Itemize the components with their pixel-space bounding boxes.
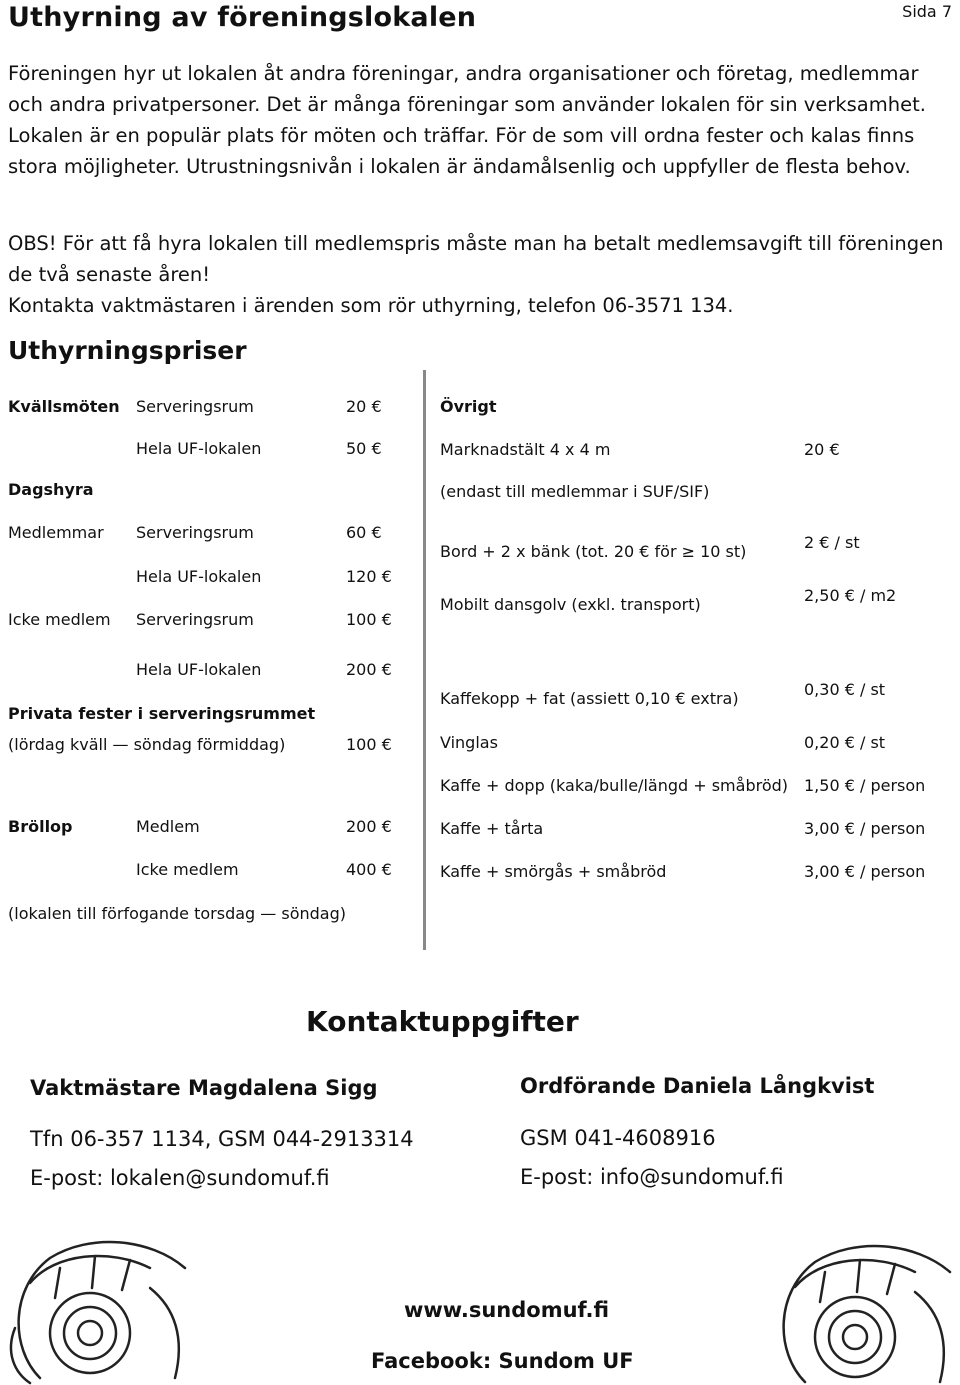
price-value: 1,50 € / person [804, 776, 926, 795]
telephone-illustration-left [0, 1228, 200, 1385]
obs-paragraph: OBS! För att få hyra lokalen till medlemspris måste man ha betalt medlemsavgift till föreningen de två senaste åren! [8, 232, 944, 286]
intro-paragraph: Föreningen hyr ut lokalen åt andra föreningar, andra organisationer och företag, medlemmar och andra privatpersoner. Det är många föreningar som använder lokalen för sin verksamhet. Lokalen är en populär plats för möten och träffar. För de som vill ordna fester och kalas finns stora möjligheter. Utrustningsnivån i lokalen är ändamålsenlig och uppfyller de flesta behov. [8, 62, 926, 178]
item-name: Kaffekopp + fat (assiett 0,10 € extra) [440, 689, 739, 708]
price-value: 3,00 € / person [804, 819, 926, 838]
prices-heading: Uthyrningspriser [8, 336, 247, 365]
column-divider [423, 370, 426, 950]
item-name: Mobilt dansgolv (exkl. transport) [440, 595, 701, 614]
contact-email[interactable]: E-post: info@sundomuf.fi [520, 1165, 784, 1189]
room-name: Hela UF-lokalen [136, 567, 262, 586]
brollop-label: Bröllop [8, 817, 73, 836]
item-name: Bord + 2 x bänk (tot. 20 € för ≥ 10 st) [440, 542, 747, 561]
room-name: Serveringsrum [136, 397, 254, 416]
contact-phone: GSM 041-4608916 [520, 1126, 716, 1150]
room-name: Serveringsrum [136, 523, 254, 542]
contact-name: Vaktmästare Magdalena Sigg [30, 1076, 378, 1100]
page-title: Uthyrning av föreningslokalen [8, 2, 477, 33]
price-value: 20 € [804, 440, 840, 459]
room-name: Medlem [136, 817, 200, 836]
price-value: 0,30 € / st [804, 680, 886, 699]
item-name: Kaffe + smörgås + småbröd [440, 862, 667, 881]
price-value: 400 € [346, 860, 392, 879]
price-value: 100 € [346, 735, 392, 754]
price-value: 120 € [346, 567, 392, 586]
ovrigt-label: Övrigt [440, 397, 497, 416]
item-name: Kaffe + dopp (kaka/bulle/längd + småbröd) [440, 776, 789, 795]
item-name: Kaffe + tårta [440, 819, 544, 838]
price-value: 50 € [346, 439, 382, 458]
facebook-link[interactable]: Facebook: Sundom UF [371, 1349, 634, 1373]
contact-phone: Tfn 06-357 1134, GSM 044-2913314 [30, 1127, 414, 1151]
price-value: 3,00 € / person [804, 862, 926, 881]
contact-email[interactable]: E-post: lokalen@sundomuf.fi [30, 1166, 330, 1190]
dagshyra-label: Dagshyra [8, 480, 94, 499]
room-name: Icke medlem [136, 860, 239, 879]
telephone-illustration-right [765, 1232, 960, 1385]
contact-name: Ordförande Daniela Långkvist [520, 1074, 875, 1098]
price-value: 100 € [346, 610, 392, 629]
price-value: 2,50 € / m2 [804, 586, 897, 605]
room-name: Serveringsrum [136, 610, 254, 629]
room-name: Hela UF-lokalen [136, 660, 262, 679]
kvallsmoten-label: Kvällsmöten [8, 397, 120, 416]
price-value: 60 € [346, 523, 382, 542]
room-name: Hela UF-lokalen [136, 439, 262, 458]
price-value: 20 € [346, 397, 382, 416]
privata-fester-label: Privata fester i serveringsrummet [8, 704, 316, 723]
price-value: 200 € [346, 660, 392, 679]
price-value: 2 € / st [804, 533, 860, 552]
page-number: Sida 7 [902, 2, 952, 21]
privata-fester-time: (lördag kväll — söndag förmiddag) [8, 735, 286, 754]
item-note: (endast till medlemmar i SUF/SIF) [440, 482, 710, 501]
website-link[interactable]: www.sundomuf.fi [404, 1298, 610, 1322]
medlemmar-label: Medlemmar [8, 523, 104, 542]
contacts-heading: Kontaktuppgifter [306, 1005, 579, 1038]
icke-medlem-label: Icke medlem [8, 610, 111, 629]
item-name: Vinglas [440, 733, 498, 752]
brollop-note: (lokalen till förfogande torsdag — söndag) [8, 904, 346, 923]
item-name: Marknadstält 4 x 4 m [440, 440, 611, 459]
contact-note: Kontakta vaktmästaren i ärenden som rör uthyrning, telefon 06-3571 134. [8, 294, 734, 317]
price-value: 200 € [346, 817, 392, 836]
price-value: 0,20 € / st [804, 733, 886, 752]
